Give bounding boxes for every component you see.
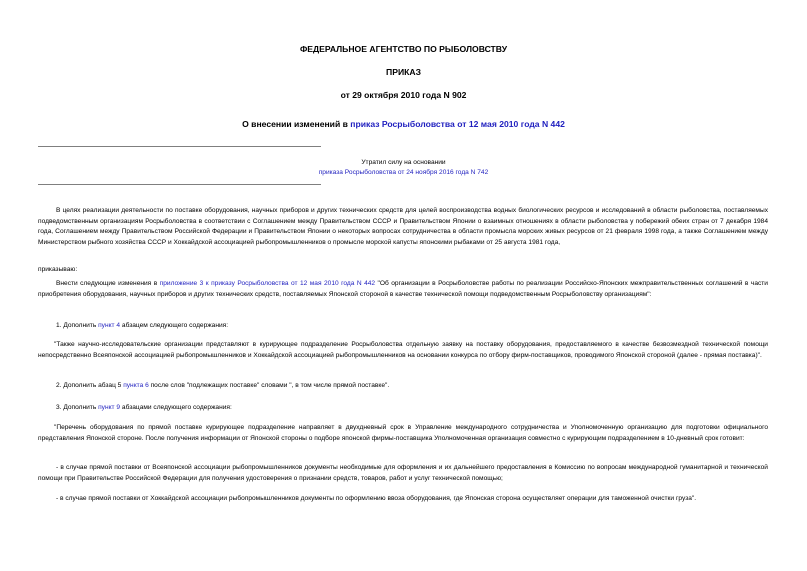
agency-heading: ФЕДЕРАЛЬНОЕ АГЕНТСТВО ПО РЫБОЛОВСТВУ [299,44,508,54]
lost-force-note [0,158,807,178]
order-word: приказываю: [38,266,78,273]
appendix-3-link[interactable]: приложение 3 к приказу Росрыболовства от 12 мая 2010 года N 442 [159,280,376,287]
item2-suffix: после слов "подлежащих поставке" словами ", в том числе прямой поставке". [148,382,390,389]
item-3 [38,403,768,414]
date-number-heading: от 29 октября 2010 года N 902 [340,90,467,100]
divider-top [38,146,321,147]
p1-prefix: Внести следующие изменения в [56,280,160,287]
title-prefix: О внесении изменений в [242,119,351,129]
preamble-paragraph: В целях реализации деятельности по поставке оборудования, научных приборов и других технических средств для целей воспроизводства водных биологических ресурсов и исследований в области рыболовства, поставляемых подведомственным организациям Росрыболовства в соответствии с Соглашением между Правительством СССР и Правительством Японии о взаимных отношениях в области рыболовства у побережий обеих стран от 7 декабря 1984 года, Соглашением между Правительством Российской Федерации и Правительством Японии о некоторых вопросах сотрудничества в области промысла морских живых ресурсов от 21 февраля 1998 года, а также Соглашением между Министерством рыбного хозяйства СССР и Хоккайдской ассоциацией рыбопромышленников о промысле морской капусты японскими рыбаками от 25 августа 1981 года, [38,207,768,247]
item1-suffix: абзацем следующего содержания: [120,322,229,329]
item2-prefix: 2. Дополнить абзац 5 [56,382,124,389]
item1-prefix: 1. Дополнить [56,322,99,329]
item3-suffix: абзацами следующего содержания: [120,404,232,411]
paragraph-amendments [38,279,768,300]
amended-order-link[interactable]: приказ Росрыболовства от 12 мая 2010 года N 442 [350,119,565,129]
document-title [0,119,807,129]
item-2 [38,381,768,392]
dash-item-2: - в случае прямой поставки от Хоккайдской ассоциации рыбопромышленников документы по оформлению ввоза оборудования, где Японская сторона осуществляет операции для таможенной очистки груза". [56,495,697,502]
repeal-order-link[interactable]: приказа Росрыболовства от 24 ноября 2016 года N 742 [318,169,489,176]
quote-3: "Перечень оборудования по прямой поставке курирующее подразделение направляет в двухдневный срок в Управление международного сотрудничества и Уполномоченную организацию для подготовки официального представления Японской стороне. После получения информации от Японской стороны о подборе японской фирмы-поставщика Уполномоченная организация совместно с курирующим подразделением в 10-дневный срок готовит: [38,424,768,442]
point-6-link[interactable]: пункта 6 [123,382,149,389]
doc-type-heading: ПРИКАЗ [386,67,421,77]
quote-1: "Также научно-исследовательские организации представляют в курирующее подразделение Росрыболовства отдельную заявку на поставку оборудования, предоставляемого в качестве безвозмездной технической помощи непосредственно Всеяпонской ассоциацией рыбопромышленников и Хоккайдской ассоциацией рыбопромышленников на основании конкурса по отбору фирм-поставщиков, проводимого Японской стороной (далее - прямая поставка)". [38,341,768,359]
item3-prefix: 3. Дополнить [56,404,99,411]
point-9-link[interactable]: пункт 9 [98,404,121,411]
item-1 [38,321,768,332]
lost-force-label: Утратил силу на основании [361,159,446,166]
point-4-link[interactable]: пункт 4 [98,322,121,329]
divider-bottom [38,184,321,185]
p1-rest: "Об организации в Росрыболовстве работы по реализации Российско-Японских межправительственных соглашений в части приобретения оборудования, научных приборов и других технических средств, поставляемых Японской стороной в качестве технической помощи подведомственным Росрыболовству организациям": [38,280,768,298]
dash-item-1: - в случае прямой поставки от Всеяпонской ассоциации рыбопромышленников документы необходимые для оформления и их дальнейшего предоставления в Комиссию по вопросам международной гуманитарной и технической помощи при Правительстве Российской Федерации для получения удостоверения о признании средств, товаров, работ и услуг технической помощью; [38,464,768,482]
